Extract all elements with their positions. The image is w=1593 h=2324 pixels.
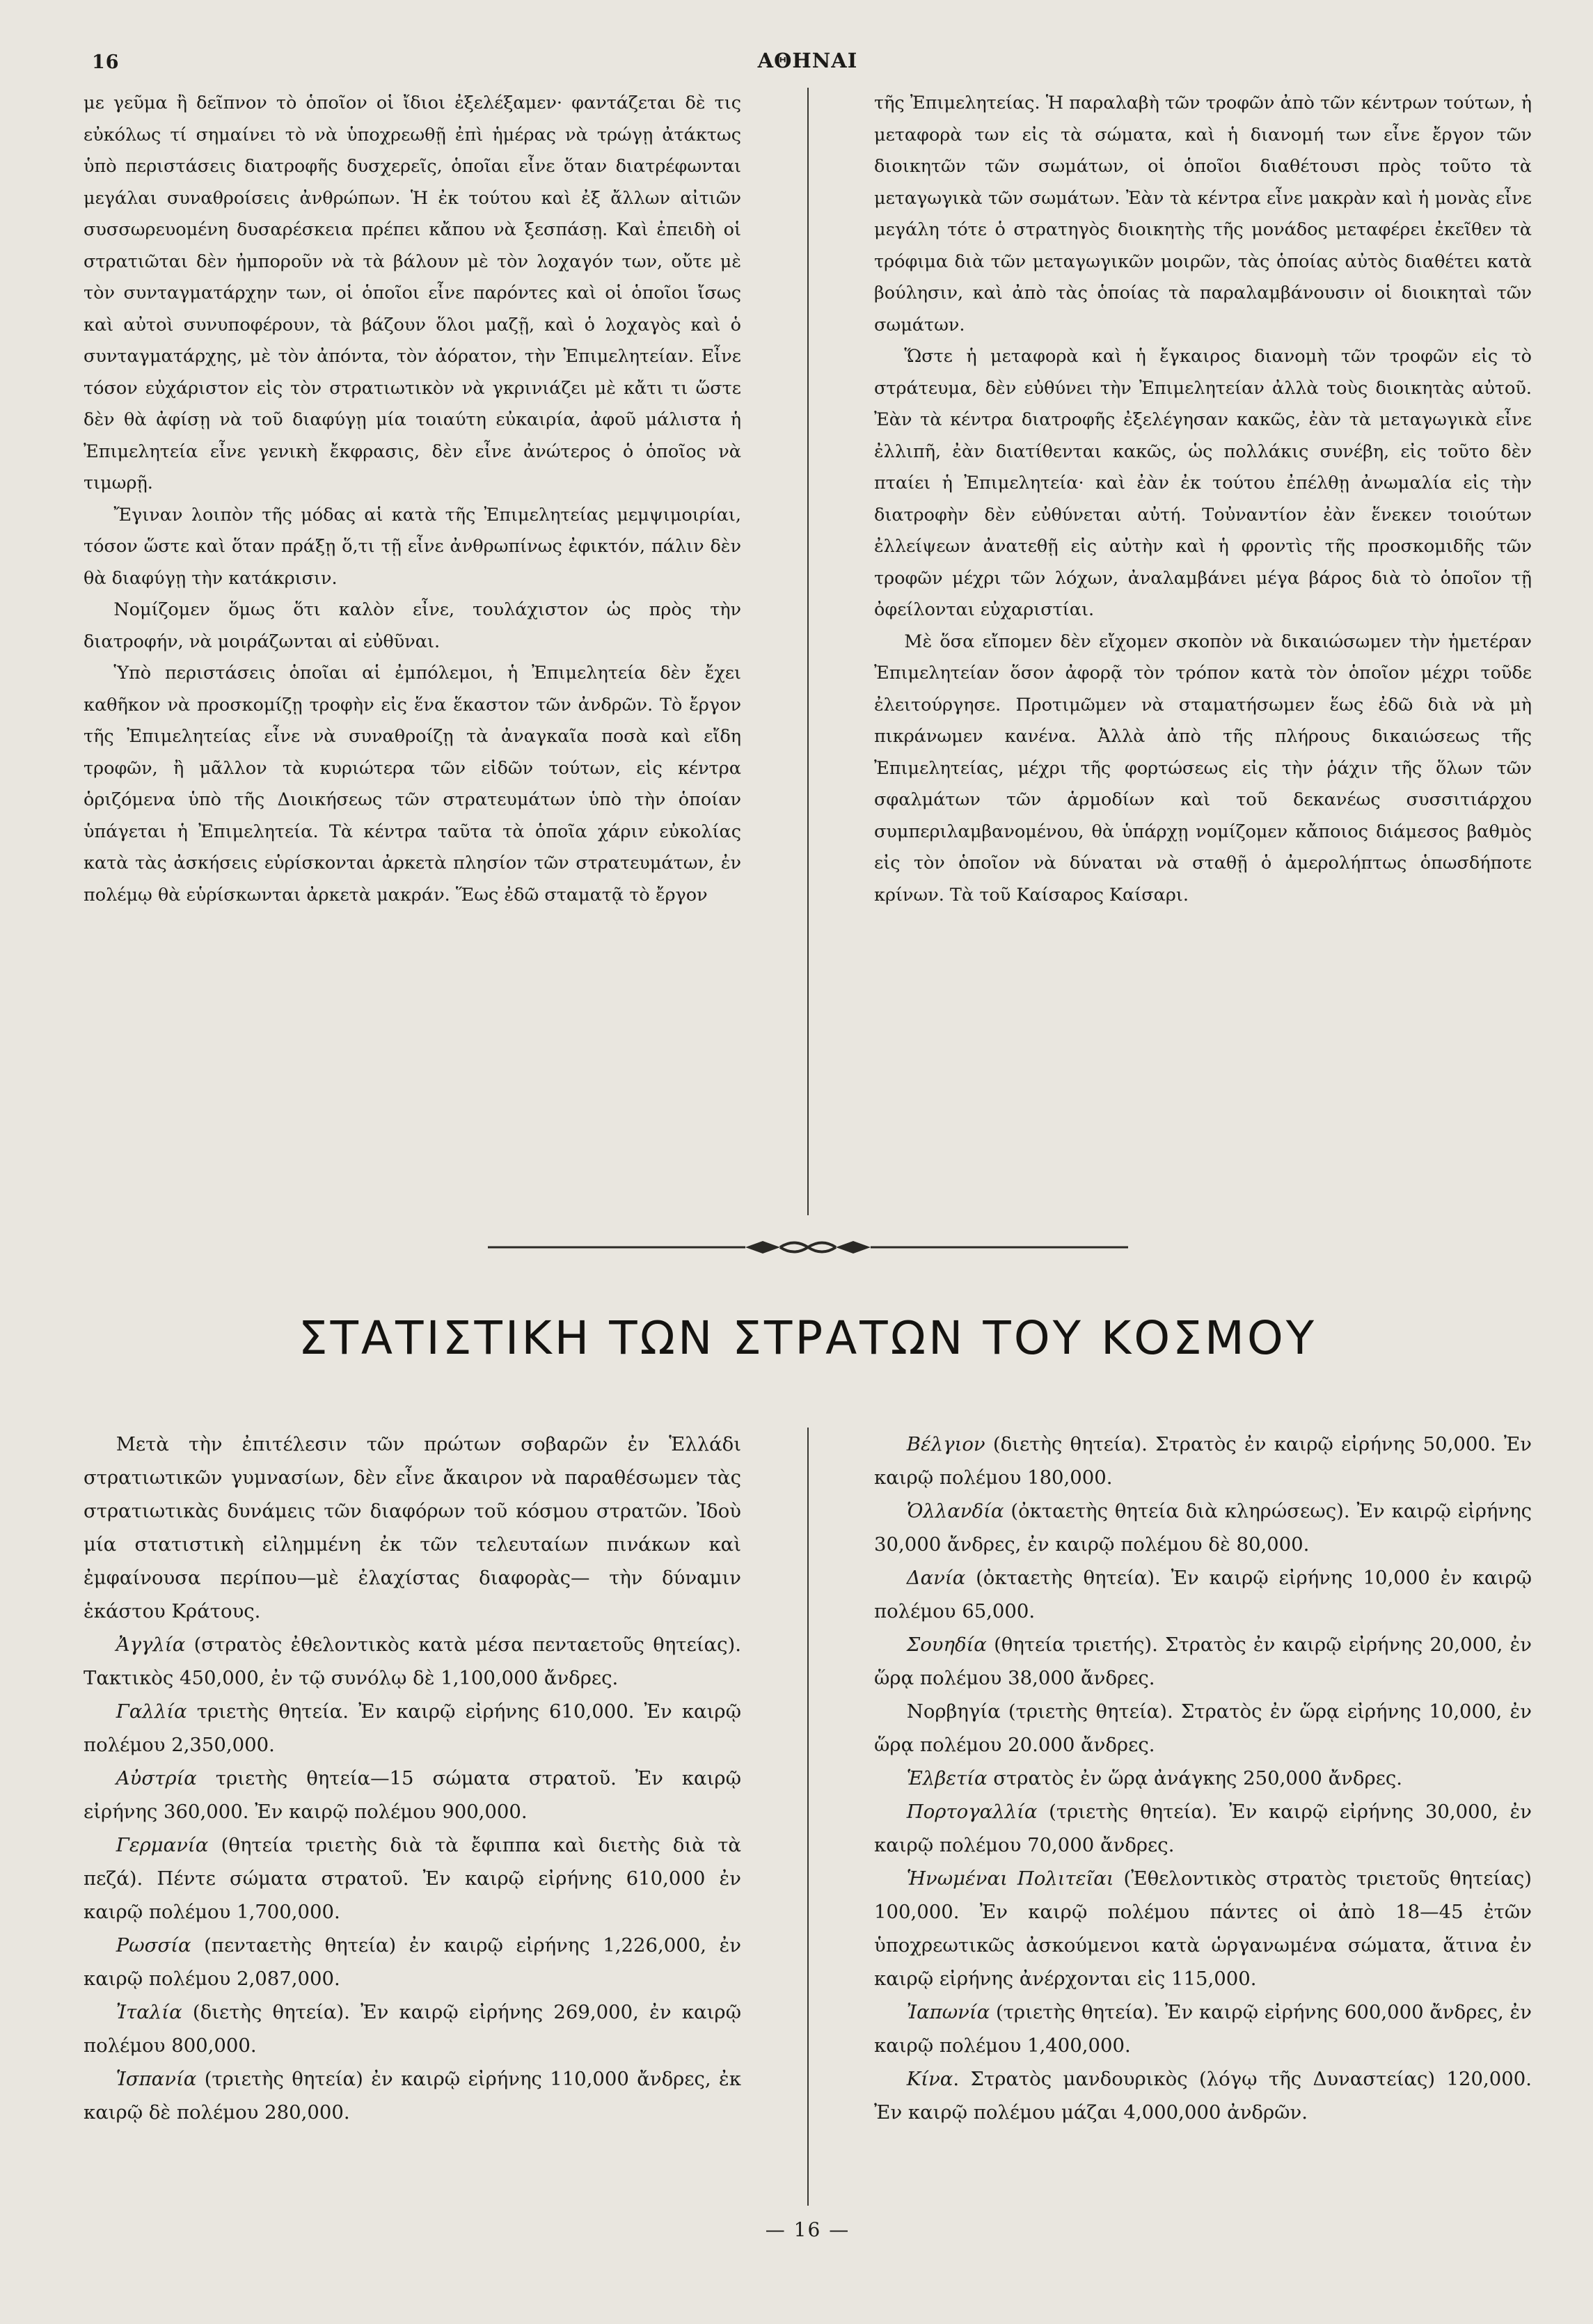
country-name: Κίνα — [906, 2068, 953, 2090]
army-details: . Στρατὸς μανδουρικὸς (λόγῳ τῆς Δυναστείας) 120,000. Ἐν καιρῷ πολέμου μάζαι 4,000,000 ἀνδρῶν. — [874, 2068, 1532, 2124]
army-details: τριετὴς θητεία. Ἐν καιρῷ εἰρήνης 610,000. Ἐν καιρῷ πολέμου 2,350,000. — [84, 1700, 741, 1756]
army-details: (Ἐθελοντικὸς στρατὸς τριετοῦς θητείας) 100,000. Ἐν καιρῷ πολέμου πάντες οἱ ἀπὸ 18—45 ἐτῶν ὑποχρεωτικῶς ἀσκούμενοι κατὰ ὡργανωμένα σώματα, ἅτινα ἐν καιρῷ εἰρήνης ἀνέρχονται εἰς 115,000. — [874, 1867, 1532, 1990]
army-details: (ὀκταετὴς θητεία). Ἐν καιρῷ εἰρήνης 10,000 ἐν καιρῷ πολέμου 65,000. — [874, 1567, 1532, 1622]
army-details: (τριετὴς θητεία). Ἐν καιρῷ εἰρήνης 30,000, ἐν καιρῷ πολέμου 70,000 ἄνδρες. — [874, 1801, 1532, 1856]
army-details: (τριετὴς θητεία) ἐν καιρῷ εἰρήνης 110,000 ἄνδρες, ἐκ καιρῷ δὲ πολέμου 280,000. — [84, 2068, 741, 2124]
country-name: Ἰαπωνία — [906, 2001, 990, 2023]
paragraph: Ὥστε ἡ μεταφορὰ καὶ ἡ ἔγκαιρος διανομὴ τῶν τροφῶν εἰς τὸ στράτευμα, δὲν εὐθύνει τὴν Ἐπιμελητείαν ἀλλὰ τοὺς διοικητὰς αὐτοῦ. Ἐὰν τὰ κέντρα διατροφῆς ἐξελέγησαν κακῶς, ἐὰν τὰ μεταγωγικὰ εἶνε ἐλλιπῆ, ἐὰν διατίθενται κακῶς, ὡς πολλάκις συνέβη, εἰς τοῦτο δὲν πταίει ἡ Ἐπιμελητεία· καὶ ἐὰν ἐκ τούτου ἐπέλθῃ ἀνωμαλία εἰς τὴν διατροφὴν δὲν εὐθύνεται αὐτή. Τοὐναντίον ἐὰν ἕνεκεν τοιούτων ἐλλείψεων ἀνατεθῇ εἰς αὐτὴν καὶ ἡ φροντὶς τῆς προσκομιδῆς τῶν τροφῶν μέχρι τῶν λόχων, ἀναλαμβάνει μέγα βάρος διὰ τὸ ὁποῖον τῇ ὀφείλονται εὐχαριστίαι. — [874, 346, 1532, 620]
running-head — [84, 42, 1532, 88]
intro-paragraph: Μετὰ τὴν ἐπιτέλεσιν τῶν πρώτων σοβαρῶν ἐν Ἑλλάδι στρατιωτικῶν γυμνασίων, δὲν εἶνε ἄκαιρον νὰ παραθέσωμεν τὰς στρατιωτικὰς δυνάμεις τῶν διαφόρων τοῦ κόσμου στρατῶν. Ἰδοὺ μία στατιστικὴ εἰλημμένη ἐκ τῶν τελευταίων πινάκων καὶ ἐμφαίνουσα περίπου—μὲ ἐλαχίστας διαφορὰς— τὴν δύναμιν ἑκάστου Κράτους. — [84, 1433, 741, 1622]
top-article — [84, 88, 1532, 1215]
army-details: (στρατὸς ἐθελοντικὸς κατὰ μέσα πενταετοῦς θητείας). Τακτικὸς 450,000, ἐν τῷ συνόλῳ δὲ 1,100,000 ἄνδρες. — [84, 1634, 741, 1689]
army-details: στρατὸς ἐν ὥρᾳ ἀνάγκης 250,000 ἄνδρες. — [987, 1767, 1403, 1789]
country-name: Ἀγγλία — [116, 1634, 186, 1656]
page-footer: — 16 — — [765, 2218, 850, 2241]
army-entry — [84, 1828, 741, 1929]
army-entry — [84, 1995, 741, 2062]
country-name: Γερμανία — [116, 1834, 209, 1856]
journal-title: ΑΘΗΝΑΙ — [757, 49, 858, 72]
country-name: Σουηδία — [906, 1634, 987, 1656]
country-name: Βέλγιον — [906, 1433, 985, 1455]
army-entry — [84, 1762, 741, 1828]
army-details: (διετὴς θητεία). Ἐν καιρῷ εἰρήνης 269,000, ἐν καιρῷ πολέμου 800,000. — [84, 2001, 741, 2057]
army-details: Νορβηγία (τριετὴς θητεία). Στρατὸς ἐν ὥρᾳ εἰρήνης 10,000, ἐν ὥρᾳ πολέμου 20.000 ἄνδρες. — [874, 1700, 1532, 1756]
country-name: Ρωσσία — [116, 1934, 191, 1957]
paragraph: τῆς Ἐπιμελητείας. Ἡ παραλαβὴ τῶν τροφῶν ἀπὸ τῶν κέντρων τούτων, ἡ μεταφορὰ των εἰς τὰ σώματα, καὶ ἡ διανομή των εἶνε ἔργον τῶν διοικητῶν τῶν σωμάτων, οἱ ὁποῖοι διαθέτουσι πρὸς τοῦτο τὰ μεταγωγικὰ τῶν σωμάτων. Ἐὰν τὰ κέντρα εἶνε μακρὰν καὶ ἡ μονὰς εἶνε μεγάλη τότε ὁ στρατηγὸς διοικητὴς τῆς μονάδος μεταφέρει ἐκεῖθεν τὰ τρόφιμα διὰ τῶν μεταγωγικῶν μοιρῶν, τὰς ὁποίας αὐτὸς διαθέτει κατὰ βούλησιν, καὶ ἀπὸ τὰς ὁποίας τὰ παραλαμβάνουσιν οἱ διοικηταὶ τῶν σωμάτων. — [874, 93, 1532, 335]
ornament-rule-icon — [488, 1237, 1128, 1258]
bottom-right-column — [874, 1428, 1532, 2206]
article-headline: ΣΤΑΤΙΣΤΙΚΗ ΤΩΝ ΣΤΡΑΤΩΝ ΤΟΥ ΚΟΣΜΟΥ — [298, 1311, 1317, 1365]
army-entry — [84, 2062, 741, 2129]
column-divider — [807, 88, 809, 1215]
army-entry — [84, 1929, 741, 1995]
country-name: Αὐστρία — [116, 1767, 197, 1789]
army-details: (θητεία τριετής). Στρατὸς ἐν καιρῷ εἰρήνης 20,000, ἐν ὥρᾳ πολέμου 38,000 ἄνδρες. — [874, 1634, 1532, 1689]
paragraph: Νομίζομεν ὅμως ὅτι καλὸν εἶνε, τουλάχιστον ὡς πρὸς τὴν διατροφήν, νὰ μοιράζωνται αἱ εὐθῦναι. — [84, 599, 741, 652]
army-details: (θητεία τριετὴς διὰ τὰ ἔφιππα καὶ διετὴς διὰ τὰ πεζά). Πέντε σώματα στρατοῦ. Ἐν καιρῷ εἰρήνης 610,000 ἐν καιρῷ πολέμου 1,700,000. — [84, 1834, 741, 1923]
army-entry — [874, 1862, 1532, 1995]
top-left-column — [84, 88, 741, 1215]
army-entry — [874, 1628, 1532, 1695]
paragraph: Ἔγιναν λοιπὸν τῆς μόδας αἱ κατὰ τῆς Ἐπιμελητείας μεμψιμοιρίαι, τόσον ὥστε καὶ ὅταν πράξῃ ὅ,τι τῇ εἶνε ἀνθρωπίνως ἐφικτόν, πάλιν δὲν θὰ διαφύγῃ τὴν κατάκρισιν. — [84, 504, 741, 589]
army-details: (ὀκταετὴς θητεία διὰ κληρώσεως). Ἐν καιρῷ εἰρήνης 30,000 ἄνδρες, ἐν καιρῷ πολέμου δὲ 80,000. — [874, 1500, 1532, 1556]
bottom-left-column — [84, 1428, 741, 2206]
country-name: Ἑλβετία — [906, 1767, 988, 1789]
bottom-article — [84, 1428, 1532, 2206]
page-number: 16 — [92, 52, 120, 73]
army-entry — [874, 1494, 1532, 1561]
country-name: Γαλλία — [116, 1700, 187, 1723]
paragraph: Ὑπὸ περιστάσεις ὁποῖαι αἱ ἐμπόλεμοι, ἡ Ἐπιμελητεία δὲν ἔχει καθῆκον νὰ προσκομίζῃ τροφὴν εἰς ἕνα ἕκαστον τῶν ἀνδρῶν. Τὸ ἔργον τῆς Ἐπιμελητείας εἶνε νὰ συναθροίζῃ τὰ ἀναγκαῖα ποσὰ καὶ εἴδη τροφῶν, ἢ μᾶλλον τὰ κυριώτερα τῶν εἰδῶν τούτων, εἰς κέντρα ὁριζόμενα ὑπὸ τῆς Διοικήσεως τῶν στρατευμάτων ὑπὸ τὴν ὁποίαν ὑπάγεται ἡ Ἐπιμελητεία. Τὰ κέντρα ταῦτα τὰ ὁποῖα χάριν εὐκολίας κατὰ τὰς ἀσκήσεις εὑρίσκονται ἀρκετὰ πλησίον τῶν στρατευμάτων, ἐν πολέμῳ θὰ εὑρίσκωνται ἀρκετὰ μακράν. Ἕως ἐδῶ σταματᾷ τὸ ἔργον — [84, 663, 741, 906]
country-name: Ὁλλανδία — [906, 1500, 1004, 1522]
country-name: Πορτογαλλία — [906, 1801, 1038, 1823]
paragraph: Μὲ ὅσα εἴπομεν δὲν εἴχομεν σκοπὸν νὰ δικαιώσωμεν τὴν ἡμετέραν Ἐπιμελητείαν ὅσον ἀφορᾷ τὸν τρόπον κατὰ τὸν ὁποῖον μέχρι τοῦδε ἐλειτούργησε. Προτιμῶμεν νὰ σταματήσωμεν ἕως ἐδῶ διὰ νὰ μὴ πικράνωμεν κανένα. Ἀλλὰ ἀπὸ τῆς πλήρους δικαιώσεως τῆς Ἐπιμελητείας, μέχρι τῆς φορτώσεως εἰς τὴν ῥάχιν τῆς ὅλων τῶν σφαλμάτων τῶν ἁρμοδίων καὶ τοῦ δεκανέως συσσιτιάρχου συμπεριλαμβανομένου, θὰ ὑπάρχῃ νομίζομεν κἄποιος διάμεσος βαθμὸς εἰς τὸν ὁποῖον νὰ δύναται νὰ σταθῇ ὁ ἀμερολήπτως ὁπωσδήποτε κρίνων. Τὰ τοῦ Καίσαρος Καίσαρι. — [874, 631, 1532, 906]
country-name: Ἡνωμέναι Πολιτεῖαι — [906, 1867, 1114, 1890]
army-details: (τριετὴς θητεία). Ἐν καιρῷ εἰρήνης 600,000 ἄνδρες, ἐν καιρῷ πολέμου 1,400,000. — [874, 2001, 1532, 2057]
army-entry — [874, 1995, 1532, 2062]
army-details: τριετὴς θητεία—15 σώματα στρατοῦ. Ἐν καιρῷ εἰρήνης 360,000. Ἐν καιρῷ πολέμου 900,000. — [84, 1767, 741, 1823]
army-details: (πενταετὴς θητεία) ἐν καιρῷ εἰρήνης 1,226,000, ἐν καιρῷ πολέμου 2,087,000. — [84, 1934, 741, 1990]
column-divider — [807, 1428, 809, 2206]
top-right-column — [874, 88, 1532, 1215]
country-name: Δανία — [906, 1567, 966, 1589]
ornament-divider — [84, 1232, 1532, 1263]
army-details: (διετὴς θητεία). Στρατὸς ἐν καιρῷ εἰρήνης 50,000. Ἐν καιρῷ πολέμου 180,000. — [874, 1433, 1532, 1489]
army-entry — [84, 1695, 741, 1762]
army-entry — [874, 1695, 1532, 1762]
army-entry — [874, 1762, 1532, 1795]
army-entry — [874, 2062, 1532, 2129]
country-name: Ἰταλία — [116, 2001, 182, 2023]
paragraph: με γεῦμα ἢ δεῖπνον τὸ ὁποῖον οἱ ἴδιοι ἐξελέξαμεν· φαντάζεται δὲ τις εὐκόλως τί σημαίνει τὸ νὰ ὑποχρεωθῇ ἐπὶ ἡμέρας νὰ τρώγῃ ἀτάκτως ὑπὸ περιστάσεις διατροφῆς δυσχερεῖς, ὁποῖαι εἶνε ὅταν διατρέφωνται μεγάλαι συναθροίσεις ἀνθρώπων. Ἡ ἐκ τούτου καὶ ἐξ ἄλλων αἰτιῶν συσσωρευομένη δυσαρέσκεια πρέπει κἄπου νὰ ξεσπάσῃ. Καὶ ἐπειδὴ οἱ στρατιῶται δὲν ἠμποροῦν νὰ τὰ βάλουν μὲ τὸν λοχαγόν των, οὔτε μὲ τὸν συνταγματάρχην των, οἱ ὁποῖοι εἶνε παρόντες καὶ οἱ ὁποῖοι ἴσως καὶ αὐτοὶ συνυποφέρουν, τὰ βάζουν ὅλοι μαζῇ, καὶ ὁ λοχαγὸς καὶ ὁ συνταγματάρχης, μὲ τὸν ἀπόντα, τὸν ἀόρατον, τὴν Ἐπιμελητείαν. Εἶνε τόσον εὐχάριστον εἰς τὸν στρατιωτικὸν νὰ γκρινιάζει μὲ κἄτι τι ὥστε δὲν θὰ ἀφίσῃ νὰ τοῦ διαφύγῃ μία τοιαύτη εὐκαιρία, ἀφοῦ μάλιστα ἡ Ἐπιμελητεία εἶνε γενικὴ ἔκφρασις, δὲν εἶνε ἀνώτερος ὁ ὁποῖος νὰ τιμωρῇ. — [84, 93, 741, 493]
army-entry — [874, 1428, 1532, 1494]
army-entry — [874, 1795, 1532, 1862]
army-entry — [874, 1561, 1532, 1628]
army-entry — [84, 1628, 741, 1695]
country-name: Ἱσπανία — [116, 2068, 197, 2090]
